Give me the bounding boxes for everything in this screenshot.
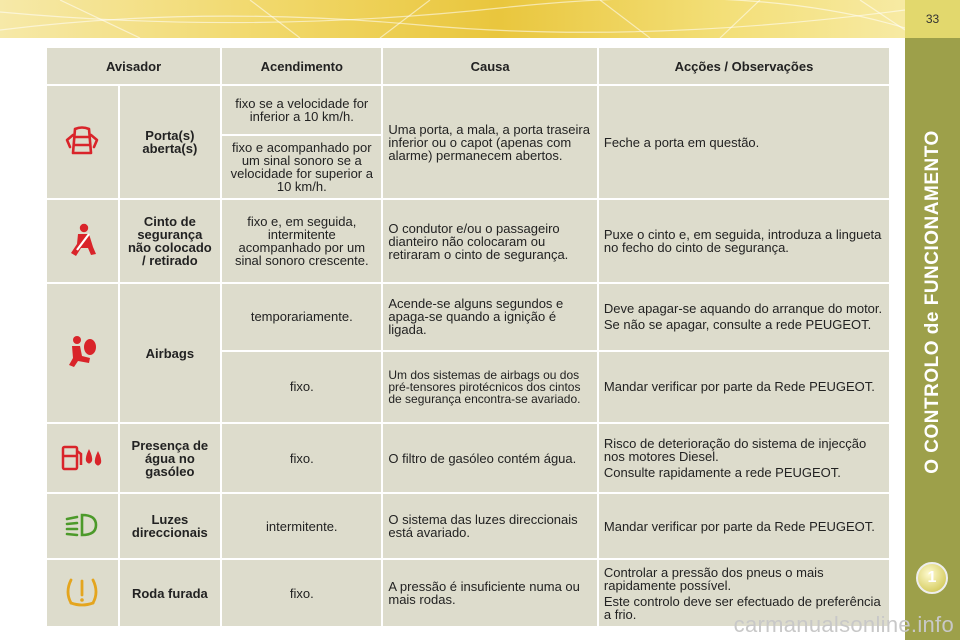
- name-cell: Porta(s) aberta(s): [120, 86, 221, 198]
- table-row: [47, 86, 889, 134]
- airbag-icon: [62, 332, 102, 372]
- chapter-title: O CONTROLO de FUNCIONAMENTO: [921, 130, 943, 474]
- table-row: [47, 494, 889, 558]
- accoes-line: Se não se apagar, consulte a rede PEUGEOT.: [603, 317, 872, 333]
- causa-cell: A pressão é insuficiente numa ou mais rodas.: [383, 560, 597, 626]
- page-number: 33: [905, 0, 960, 38]
- name-cell: Cinto de segurança não colocado / retirado: [120, 200, 221, 282]
- accoes-cell: Feche a porta em questão.: [599, 86, 889, 198]
- header-band: [0, 0, 905, 38]
- header-acendimento: Acendimento: [222, 48, 381, 84]
- causa-cell: O condutor e/ou o passageiro dianteiro não colocaram ou retiraram o cinto de segurança.: [383, 200, 597, 282]
- causa-cell: O sistema das luzes direccionais está avariado.: [383, 494, 597, 558]
- causa-cell: Acende-se alguns segundos e apaga-se quando a ignição é ligada.: [383, 284, 597, 350]
- accoes-cell: Mandar verificar por parte da Rede PEUGEOT.: [599, 494, 889, 558]
- accoes-line: Consulte rapidamente a rede PEUGEOT.: [603, 465, 841, 480]
- icon-cell: [47, 200, 118, 282]
- icon-cell: [47, 494, 118, 558]
- acendimento-cell: fixo se a velocidade for inferior a 10 km/h.: [222, 86, 381, 134]
- causa-cell: Um dos sistemas de airbags ou dos pré-tensores pirotécnicos dos cintos de segurança encontra-se avariado.: [383, 352, 597, 422]
- icon-cell: [47, 86, 118, 198]
- table-row: [47, 284, 889, 350]
- accoes-cell: Mandar verificar por parte da Rede PEUGEOT.: [599, 352, 889, 422]
- door-open-icon: [62, 121, 102, 161]
- accoes-cell: Puxe o cinto e, em seguida, introduza a lingueta no fecho do cinto de segurança.: [599, 200, 889, 282]
- acendimento-cell: fixo.: [222, 424, 381, 492]
- table-row: [47, 200, 889, 282]
- icon-cell: [47, 284, 118, 422]
- acendimento-cell: temporariamente.: [222, 284, 381, 350]
- water-in-diesel-icon: [60, 437, 104, 477]
- header-accoes: Acções / Observações: [599, 48, 889, 84]
- accoes-line: Este controlo deve ser efectuado de preferência a frio.: [603, 593, 881, 622]
- acendimento-cell: fixo e, em seguida, intermitente acompanhado por um sinal sonoro crescente.: [222, 200, 381, 282]
- causa-cell: O filtro de gasóleo contém água.: [383, 424, 597, 492]
- name-cell: Luzes direccionais: [120, 494, 221, 558]
- causa-cell: Uma porta, a mala, a porta traseira inferior ou o capot (apenas com alarme) permanecem abertos.: [383, 86, 597, 198]
- table-header-row: [47, 48, 889, 84]
- header-causa: Causa: [383, 48, 597, 84]
- acendimento-cell: fixo e acompanhado por um sinal sonoro se a velocidade for superior a 10 km/h.: [222, 136, 381, 198]
- chapter-badge: 1: [916, 562, 948, 594]
- acendimento-cell: intermitente.: [222, 494, 381, 558]
- header-avisador: Avisador: [47, 48, 220, 84]
- name-cell: Roda furada: [120, 560, 221, 626]
- warning-lights-table: [45, 46, 891, 628]
- accoes-line: Controlar a pressão dos pneus o mais rapidamente possível.: [603, 564, 824, 593]
- name-cell: Airbags: [120, 284, 221, 422]
- acendimento-cell: fixo.: [222, 352, 381, 422]
- flat-tyre-icon: [62, 572, 102, 612]
- seatbelt-icon: [62, 220, 102, 260]
- table-row: [47, 424, 889, 492]
- name-cell: Presença de água no gasóleo: [120, 424, 221, 492]
- accoes-cell: [599, 424, 889, 492]
- acendimento-cell: fixo.: [222, 560, 381, 626]
- icon-cell: [47, 424, 118, 492]
- accoes-cell: [599, 284, 889, 350]
- icon-cell: [47, 560, 118, 626]
- watermark: carmanualsonline.info: [733, 612, 954, 637]
- accoes-line: Risco de deterioração do sistema de injecção nos motores Diesel.: [603, 436, 867, 464]
- accoes-line: Deve apagar-se aquando do arranque do motor.: [603, 301, 883, 317]
- headlamp-fault-icon: [62, 505, 102, 545]
